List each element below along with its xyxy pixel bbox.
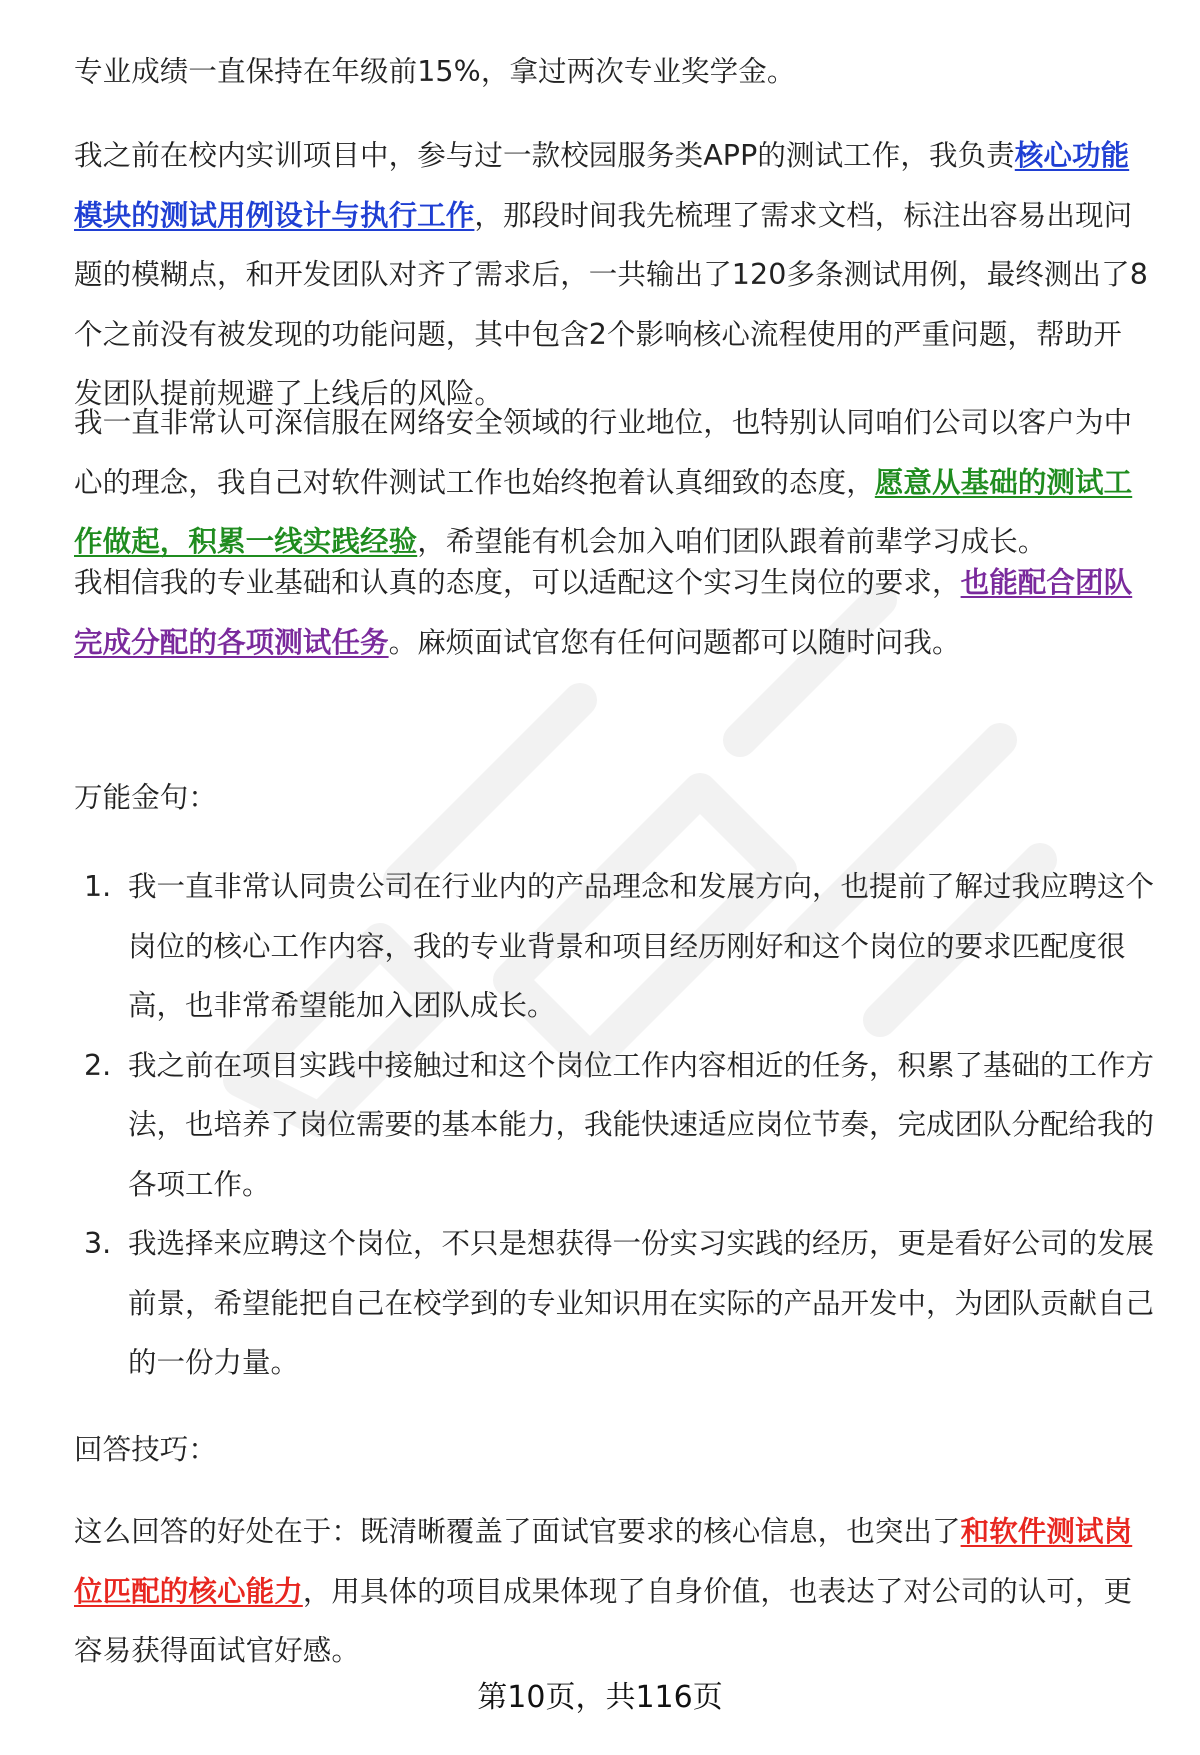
- tips-highlight: 和软件测试岗位匹配的核心能力: [74, 1515, 1133, 1608]
- project-paragraph: [74, 126, 1149, 424]
- list-number: 2.: [84, 1048, 112, 1082]
- project-text-after: ，那段时间我先梳理了需求文档，标注出容易出现问题的模糊点，和开发团队对齐了需求后，一共输出了120多条测试用例，最终测出了8个之前没有被发现的功能问题，其中包含2个影响核心流程使用的严重问题，帮助开发团队提前规避了上线后的风险。: [74, 198, 1148, 410]
- tips-paragraph: [74, 1502, 1149, 1681]
- closing-highlight: 也能配合团队完成分配的各项测试任务: [74, 566, 1133, 659]
- list-item: [74, 1036, 1154, 1215]
- list-item: [74, 1214, 1154, 1393]
- intro-text: 专业成绩一直保持在年级前15%，拿过两次专业奖学金。: [74, 55, 796, 88]
- closing-text-after: 。麻烦面试官您有任何问题都可以随时问我。: [388, 625, 961, 659]
- tips-text-after: ，用具体的项目成果体现了自身价值，也表达了对公司的认可，更容易获得面试官好感。: [74, 1574, 1133, 1667]
- closing-text-before: 我相信我的专业基础和认真的态度，可以适配这个实习生岗位的要求，: [74, 566, 961, 599]
- company-highlight: 愿意从基础的测试工作做起，积累一线实践经验: [74, 465, 1133, 558]
- tips-heading-text: 回答技巧：: [74, 1433, 218, 1466]
- company-text-after: ，希望能有机会加入咱们团队跟着前辈学习成长。: [417, 525, 1047, 558]
- company-text-before: 我一直非常认可深信服在网络安全领域的行业地位，也特别认同咱们公司以客户为中心的理念，我自己对软件测试工作也始终抱着认真细致的态度，: [74, 406, 1133, 499]
- golden-heading: [74, 768, 1149, 828]
- list-text: 我之前在项目实践中接触过和这个岗位工作内容相近的任务，积累了基础的工作方法，也培养了岗位需要的基本能力，我能快速适应岗位节奏，完成团队分配给我的各项工作。: [128, 1048, 1155, 1201]
- list-text: 我选择来应聘这个岗位，不只是想获得一份实习实践的经历，更是看好公司的发展前景，希望能把自己在校学到的专业知识用在实际的产品开发中，为团队贡献自己的一份力量。: [128, 1227, 1155, 1379]
- list-item: [74, 857, 1154, 1036]
- list-text: 我一直非常认同贵公司在行业内的产品理念和发展方向，也提前了解过我应聘这个岗位的核心工作内容，我的专业背景和项目经历刚好和这个岗位的要求匹配度很高，也非常希望能加入团队成长。: [128, 870, 1155, 1022]
- list-number: 1.: [84, 870, 112, 903]
- project-text-before: 我之前在校内实训项目中，参与过一款校园服务类APP的测试工作，我负责: [74, 139, 1015, 172]
- closing-paragraph: [74, 553, 1149, 672]
- project-highlight: 核心功能模块的测试用例设计与执行工作: [74, 139, 1130, 232]
- tips-heading: [74, 1420, 1149, 1480]
- golden-heading-text: 万能金句：: [74, 781, 218, 814]
- tips-text-before: 这么回答的好处在于：既清晰覆盖了面试官要求的核心信息，也突出了: [74, 1515, 961, 1548]
- golden-list: [74, 857, 1154, 1393]
- page-number-footer: 第10页，共116页: [477, 1680, 723, 1715]
- intro-line: [74, 42, 1149, 102]
- company-paragraph: [74, 393, 1149, 572]
- list-number: 3.: [84, 1227, 112, 1260]
